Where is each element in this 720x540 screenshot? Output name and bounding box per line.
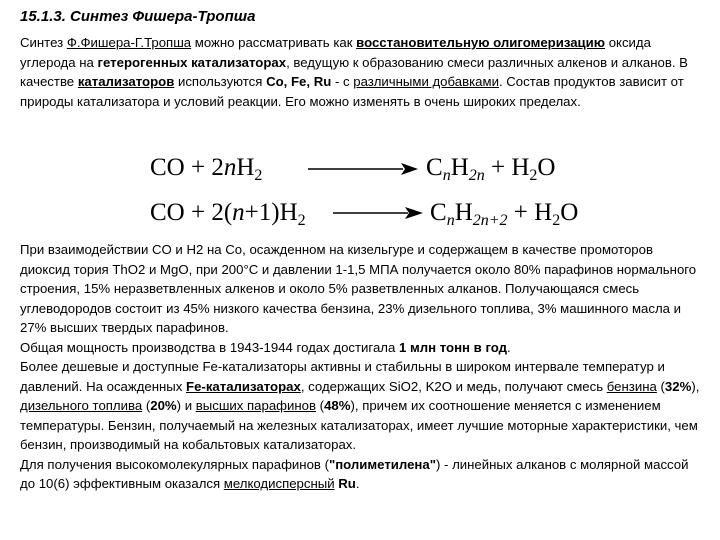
catalyst-list: Co, Fe, Ru — [266, 74, 332, 89]
link-fe-catalysts[interactable]: Fe-катализаторах — [186, 378, 301, 394]
paraffins-percent: 48% — [324, 398, 351, 413]
gasoline-percent: 32% — [664, 378, 692, 394]
link-finely-dispersed[interactable]: мелкодисперсный — [223, 476, 335, 491]
text: оксида углерода на — [20, 35, 651, 70]
link-gasoline[interactable]: бензина — [606, 378, 657, 394]
equation-1-left: CO + $2nH_2$ — [150, 154, 263, 184]
link-fischer-tropsch[interactable]: Ф.Фишера-Г.Тропша — [66, 35, 192, 50]
ruthenium-paragraph: Для получения высокомолекулярных парафинов ("полиметилена") - линейных алканов с молярной массой до 10(6) эффективным оказался мелкодисперсный Ru. — [20, 456, 689, 491]
equation-2-left: CO + $2(n+1)H_2$ — [150, 199, 306, 229]
text: используются — [174, 74, 267, 89]
iron-paragraph: Более дешевые и доступные Fe-катализаторы активны и стабильны в широком интервале температур и давлений. На осажденных Fe-катализаторах, содержащих SiO2, K2O и медь, получают смесь бензина (32%), дизельного топлива (20%) и высших парафинов (48%), причем их соотношение меняется с изменением температуры. Бензин, получаемый на железных катализаторах, имеет лучшие моторные характеристики, чем бензин, производимый на кобальтовых катализаторах. — [20, 359, 700, 452]
link-reductive-oligomerization[interactable]: восстановительную олигомеризацию — [356, 35, 606, 50]
diesel-percent: 20% — [150, 398, 177, 413]
reaction-arrow-2 — [333, 205, 423, 221]
polymethylene-term: "полиметилена" — [328, 456, 436, 472]
equation-1-right: $C_nH_{2n} + H_2O$ — [426, 154, 556, 184]
link-higher-paraffins[interactable]: высших парафинов — [195, 398, 317, 413]
body-text — [20, 240, 700, 494]
section-title: 15.1.3. Синтез Фишера-Тропша — [20, 8, 256, 25]
link-additives[interactable]: различными добавками — [353, 74, 499, 89]
text: - с — [331, 74, 354, 89]
equation-2-right: $C_nH_{2n+2} + H_2O$ — [430, 199, 579, 229]
term-heterogeneous-catalysts: гетерогенных катализаторах — [97, 54, 287, 70]
link-diesel[interactable]: дизельного топлива — [20, 398, 143, 413]
ruthenium-term: Ru — [338, 476, 356, 491]
text: , ведущую к образованию смеси различных алкенов и алканов. В качестве — [20, 54, 688, 89]
intro-paragraph — [20, 33, 700, 111]
reaction-arrow-1 — [308, 161, 418, 177]
cobalt-paragraph: При взаимодействии CO и H2 на Co, осажденном на кизельгуре и содержащем в качестве промоторов диоксид тория ThO2 и MgO, при 200°С и давлении 1-1,5 МПА получается около 80% парафинов нормального строения, 15% неразветвленных алкенов и около 5% разветвленных алканов. Получающаяся смесь углеводородов состоит из 45% низкого качества бензина, 23% дизельного топлива, 3% машинного масла и 27% высших твердых парафинов. — [20, 242, 697, 335]
text: . Состав продуктов зависит от природы катализатора и условий реакции. Его можно изменять в очень широких пределах. — [20, 74, 684, 109]
text: можно рассматривать как — [191, 35, 357, 50]
production-volume: 1 млн тонн в год — [398, 339, 508, 355]
text: Синтез — [20, 35, 67, 50]
link-catalysts[interactable]: катализаторов — [77, 74, 175, 89]
production-paragraph: Общая мощность производства в 1943-1944 годах достигала 1 млн тонн в год. — [20, 339, 511, 355]
